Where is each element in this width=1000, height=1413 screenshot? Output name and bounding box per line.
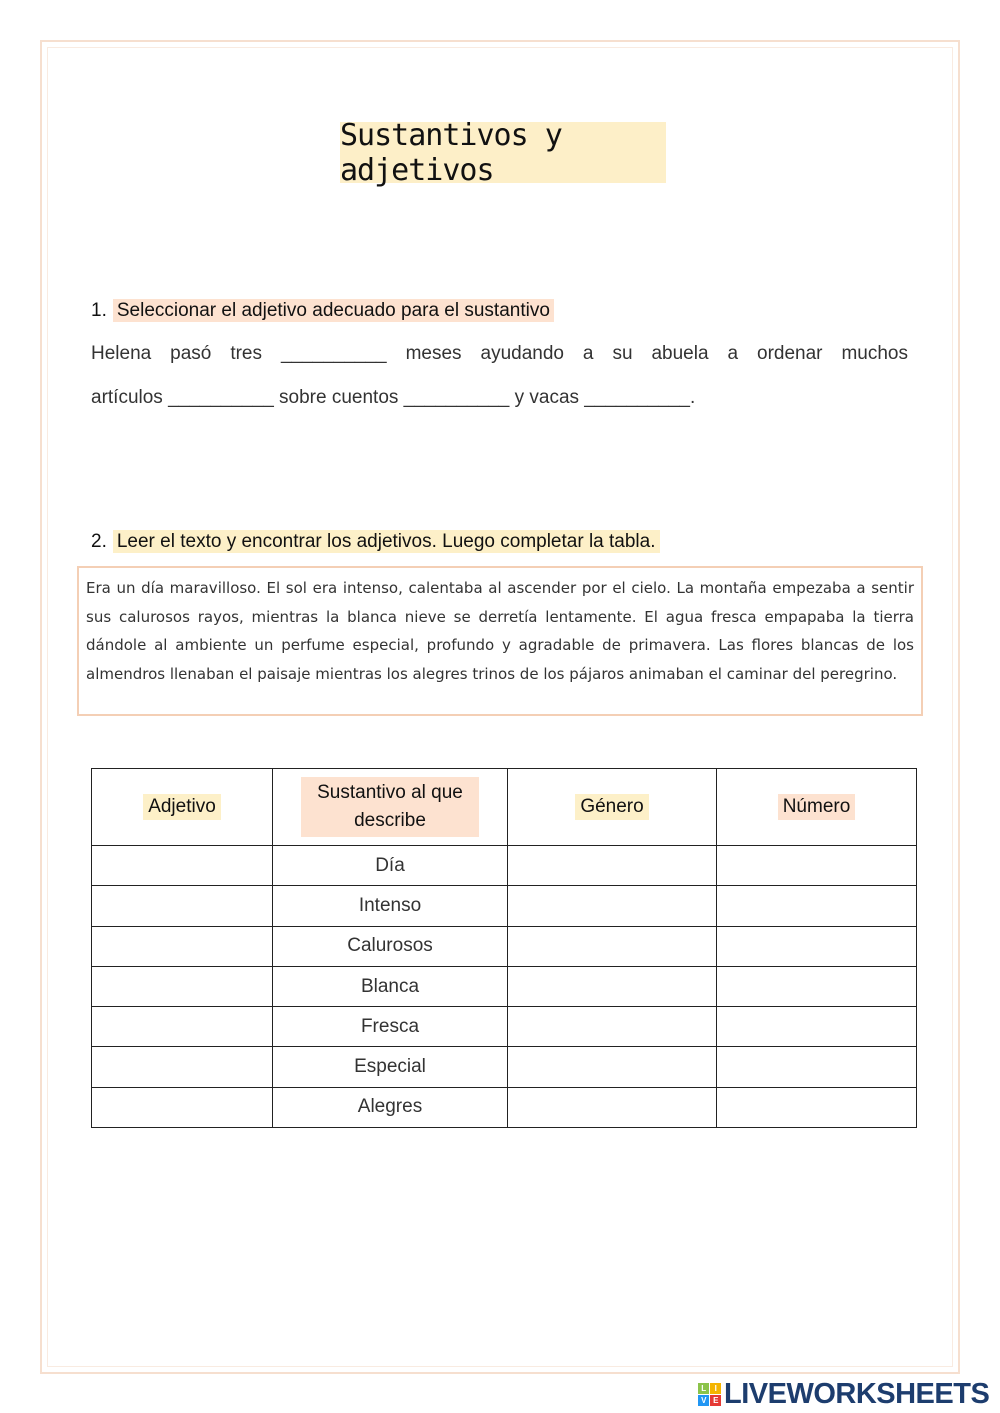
adjetivo-cell[interactable] <box>92 1087 273 1127</box>
numero-cell[interactable] <box>717 966 917 1006</box>
section1-number: 1. <box>91 300 107 321</box>
header-sustantivo: Sustantivo al que describe <box>301 777 479 837</box>
header-genero: Género <box>575 794 648 820</box>
live-badge-icon: L I V E <box>698 1383 721 1406</box>
table-row <box>92 1047 917 1087</box>
section2-heading <box>91 531 660 553</box>
sustantivo-cell: Blanca <box>273 966 508 1006</box>
genero-cell[interactable] <box>508 886 717 926</box>
numero-cell[interactable] <box>717 1087 917 1127</box>
table-row <box>92 1087 917 1127</box>
exercise-line-2[interactable]: artículos __________ sobre cuentos __________ y vacas __________. <box>91 387 696 408</box>
sustantivo-cell: Día <box>273 846 508 886</box>
header-adjetivo: Adjetivo <box>143 794 221 820</box>
numero-cell[interactable] <box>717 926 917 966</box>
table-row <box>92 886 917 926</box>
sustantivo-cell: Intenso <box>273 886 508 926</box>
genero-cell[interactable] <box>508 846 717 886</box>
genero-cell[interactable] <box>508 1007 717 1047</box>
sustantivo-cell: Especial <box>273 1047 508 1087</box>
reading-text: Era un día maravilloso. El sol era intenso, calentaba al ascender por el cielo. La montaña empezaba a sentir sus calurosos rayos, mientras la blanca nieve se derretía lentamente. El agua fresca empapaba la tierra dándole al ambiente un perfume especial, profundo y agradable de primavera. Las flores blancas de los almendros llenaban el paisaje mientras los alegres trinos de los pájaros animaban el caminar del peregrino. <box>77 566 923 716</box>
section1-heading <box>91 300 554 322</box>
genero-cell[interactable] <box>508 1047 717 1087</box>
genero-cell[interactable] <box>508 1087 717 1127</box>
numero-cell[interactable] <box>717 1007 917 1047</box>
adjetivo-cell[interactable] <box>92 926 273 966</box>
adjetivo-cell[interactable] <box>92 966 273 1006</box>
adjetivo-cell[interactable] <box>92 846 273 886</box>
exercise-line-1[interactable]: Helena pasó tres __________ meses ayudando a su abuela a ordenar muchos <box>91 343 908 364</box>
table-row <box>92 926 917 966</box>
sustantivo-cell: Alegres <box>273 1087 508 1127</box>
liveworksheets-logo <box>698 1378 989 1411</box>
adjective-table <box>91 768 917 1128</box>
sustantivo-cell: Calurosos <box>273 926 508 966</box>
adjetivo-cell[interactable] <box>92 1047 273 1087</box>
adjetivo-cell[interactable] <box>92 886 273 926</box>
numero-cell[interactable] <box>717 846 917 886</box>
table-row <box>92 966 917 1006</box>
section1-title: Seleccionar el adjetivo adecuado para el sustantivo <box>113 299 554 322</box>
genero-cell[interactable] <box>508 966 717 1006</box>
numero-cell[interactable] <box>717 1047 917 1087</box>
sustantivo-cell: Fresca <box>273 1007 508 1047</box>
adjetivo-cell[interactable] <box>92 1007 273 1047</box>
numero-cell[interactable] <box>717 886 917 926</box>
section2-title: Leer el texto y encontrar los adjetivos. Luego completar la tabla. <box>113 530 660 553</box>
header-numero: Número <box>778 794 856 820</box>
genero-cell[interactable] <box>508 926 717 966</box>
page-title: Sustantivos y adjetivos <box>340 122 666 183</box>
table-header-row <box>92 769 917 846</box>
table-row <box>92 1007 917 1047</box>
section2-number: 2. <box>91 531 107 552</box>
table-row <box>92 846 917 886</box>
logo-text: LIVEWORKSHEETS <box>724 1378 990 1410</box>
